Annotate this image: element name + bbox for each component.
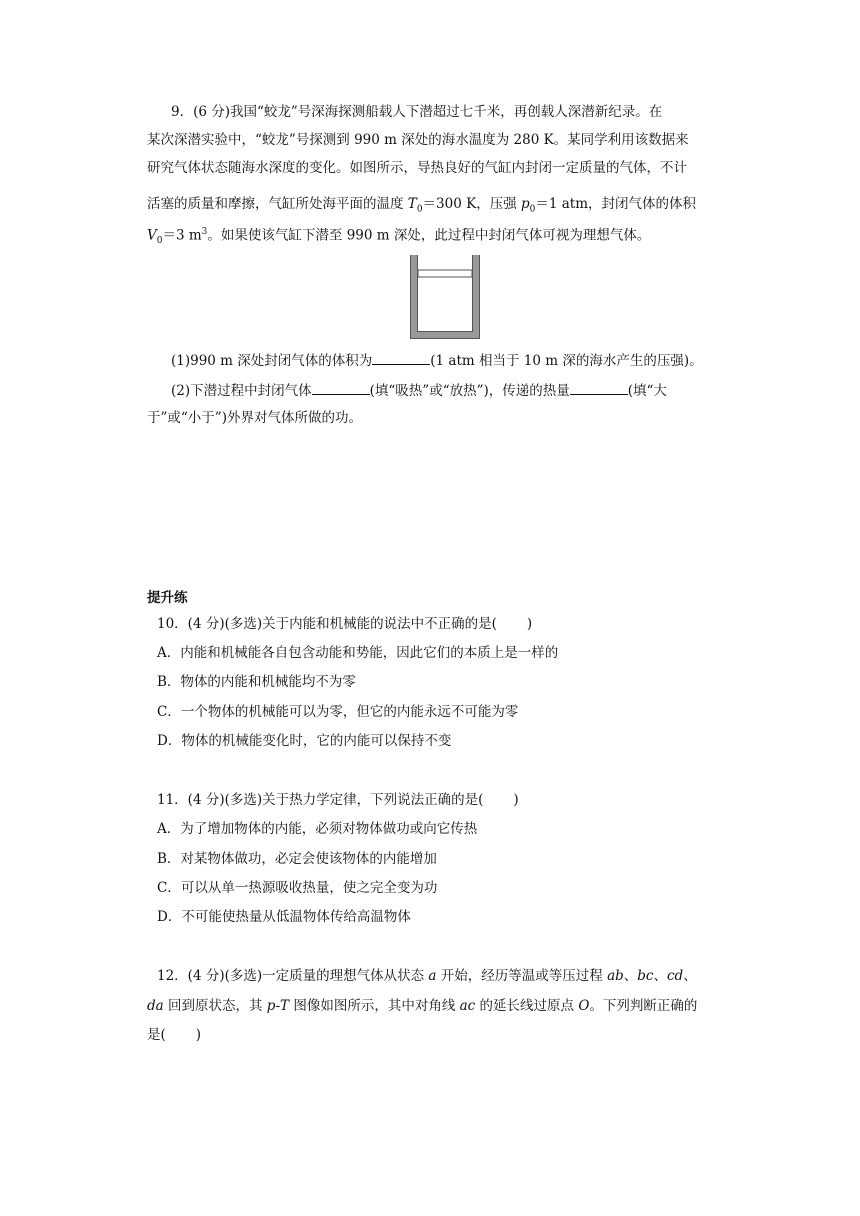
- answer-blank-3[interactable]: [570, 380, 628, 395]
- section-title: 提升练: [147, 590, 188, 606]
- q9-sub-1: (1)990 m 深处封闭气体的体积为 (1 atm 相当于 10 m 深的海水产生的压强)。: [171, 350, 703, 371]
- q12-line-2: da 回到原状态，其 p-T 图像如图所示，其中对角线 ac 的延长线过原点 O。下列判断正确的: [147, 998, 698, 1014]
- cylinder-diagram: [410, 255, 480, 339]
- piston: [418, 270, 472, 277]
- q12-line-1: 12．(4 分)(多选)一定质量的理想气体从状态 a 开始，经历等温或等压过程 ab、bc、cd、: [157, 968, 697, 984]
- q11-option-b: B．对某物体做功，必定会使该物体的内能增加: [157, 851, 437, 867]
- q10-option-c: C．一个物体的机械能可以为零，但它的内能永远不可能为零: [157, 704, 519, 720]
- cylinder-right-wall: [472, 255, 480, 339]
- q9-sub-2: (2)下潜过程中封闭气体 (填“吸热”或“放热”)，传递的热量 (填“大: [171, 380, 667, 401]
- q9-line-2: 某次深潜实验中，“蛟龙”号探测到 990 m 深处的海水温度为 280 K。某同学利用该数据来: [147, 132, 689, 148]
- q11-option-a: A．为了增加物体的内能，必须对物体做功或向它传热: [157, 821, 478, 837]
- q10-stem: 10．(4 分)(多选)关于内能和机械能的说法中不正确的是( ): [157, 616, 533, 632]
- cylinder-left-wall: [410, 255, 418, 339]
- q11-stem: 11．(4 分)(多选)关于热力学定律，下列说法正确的是( ): [157, 792, 519, 808]
- q10-option-b: B．物体的内能和机械能均不为零: [157, 674, 356, 690]
- q10-option-d: D．物体的机械能变化时，它的内能可以保持不变: [157, 733, 452, 749]
- cylinder-bottom: [410, 331, 480, 339]
- q9-line-3: 研究气体状态随海水深度的变化。如图所示，导热良好的气缸内封闭一定质量的气体，不计: [147, 160, 687, 176]
- q11-option-c: C．可以从单一热源吸收热量，使之完全变为功: [157, 880, 438, 896]
- answer-blank-2[interactable]: [312, 380, 370, 395]
- answer-blank-1[interactable]: [372, 350, 430, 365]
- q10-option-a: A．内能和机械能各自包含动能和势能，因此它们的本质上是一样的: [157, 645, 559, 661]
- q12-line-3: 是( ): [147, 1027, 202, 1043]
- q9-sub-2-cont: 于”或“小于”)外界对气体所做的功。: [147, 410, 362, 426]
- q11-option-d: D．不可能使热量从低温物体传给高温物体: [157, 909, 411, 925]
- q9-line-1: 9．(6 分)我国“蛟龙”号深海探测船载人下潜超过七千米，再创载人深潜新纪录。在: [171, 104, 663, 120]
- q9-line-4: 活塞的质量和摩擦，气缸所处海平面的温度 $T_0=300$ K，压强 $p_0=1$ atm，封闭气体的体积: [147, 196, 697, 215]
- q9-line-5: $V_0=3$ $m^3$。如果使该气缸下潜至 990 m 深处，此过程中封闭气体可视为理想气体。: [147, 227, 651, 247]
